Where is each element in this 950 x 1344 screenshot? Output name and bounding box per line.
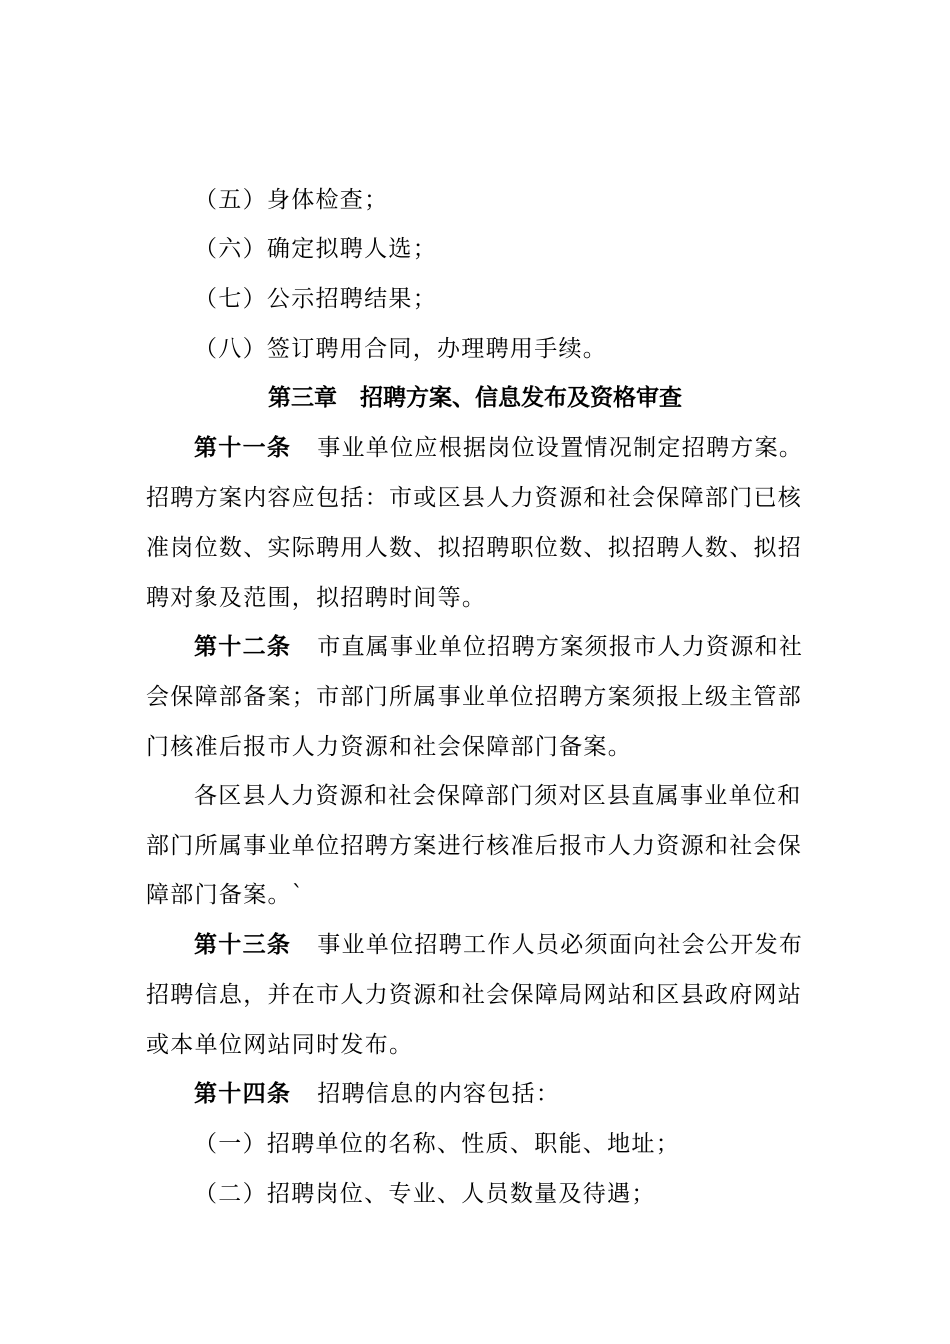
article-11-line: 聘对象及范围，拟招聘时间等。 xyxy=(146,585,487,611)
article-13-first-line xyxy=(194,930,864,960)
paragraph-line: 各区县人力资源和社会保障部门须对区县直属事业单位和 xyxy=(194,783,802,809)
chapter-title: 第三章 招聘方案、信息发布及资格审查 xyxy=(268,385,682,411)
article-text: 事业单位招聘工作人员必须面向社会公开发布 xyxy=(317,932,804,958)
article-12-line: 门核准后报市人力资源和社会保障部门备案。 xyxy=(146,734,632,760)
paragraph-line: 部门所属事业单位招聘方案进行核准后报市人力资源和社会保 xyxy=(146,833,803,859)
article-12-line: 会保障部备案；市部门所属事业单位招聘方案须报上级主管部 xyxy=(146,684,803,710)
list-item: （六）确定拟聘人选； xyxy=(194,236,437,262)
list-item: （七）公示招聘结果； xyxy=(194,286,437,312)
article-13-line: 招聘信息，并在市人力资源和社会保障局网站和区县政府网站 xyxy=(146,982,803,1008)
paragraph-line: 障部门备案。` xyxy=(146,882,305,908)
article-12-first-line xyxy=(194,632,864,662)
article-label: 第十一条 xyxy=(194,435,292,461)
list-item: （一）招聘单位的名称、性质、职能、地址； xyxy=(194,1131,680,1157)
list-item: （八）签订聘用合同，办理聘用手续。 xyxy=(194,336,608,362)
article-label: 第十三条 xyxy=(194,932,292,958)
list-item: （五）身体检查； xyxy=(194,187,389,213)
article-text: 市直属事业单位招聘方案须报市人力资源和社 xyxy=(317,634,804,660)
article-13-line: 或本单位网站同时发布。 xyxy=(146,1032,414,1058)
article-11-line: 招聘方案内容应包括：市或区县人力资源和社会保障部门已核 xyxy=(146,485,803,511)
article-label: 第十四条 xyxy=(194,1081,292,1107)
article-text: 招聘信息的内容包括： xyxy=(317,1081,561,1107)
article-14-first-line xyxy=(194,1079,864,1109)
article-11-line: 准岗位数、实际聘用人数、拟招聘职位数、拟招聘人数、拟招 xyxy=(146,535,803,561)
article-label: 第十二条 xyxy=(194,634,292,660)
article-11-first-line xyxy=(194,433,864,463)
list-item: （二）招聘岗位、专业、人员数量及待遇； xyxy=(194,1181,656,1207)
article-text: 事业单位应根据岗位设置情况制定招聘方案。 xyxy=(317,435,804,461)
